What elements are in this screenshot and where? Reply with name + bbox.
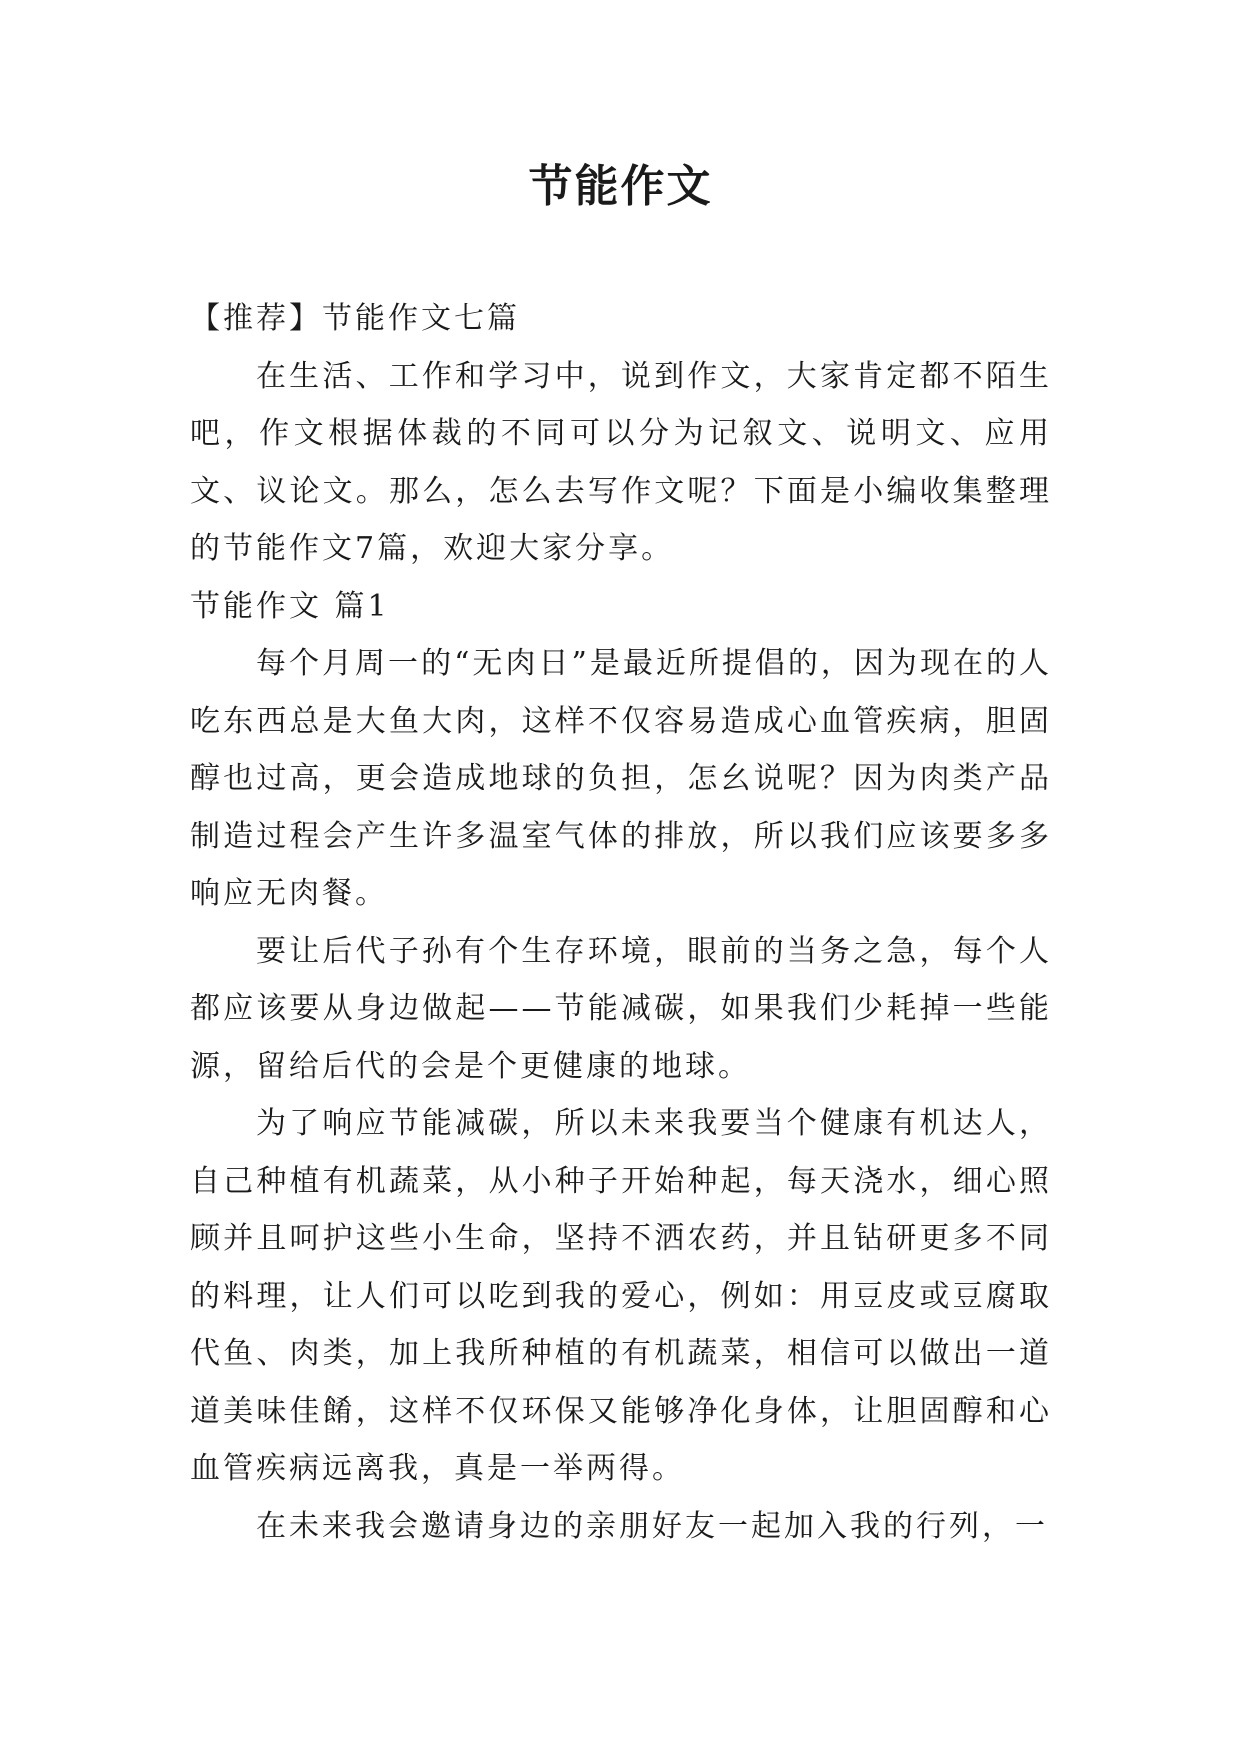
section-heading: 节能作文 篇1	[190, 588, 390, 624]
body-paragraph: 要让后代子孙有个生存环境，眼前的当务之急，每个人都应该要从身边做起——节能减碳，如果我们少耗掉一些能源，留给后代的会是个更健康的地球。	[190, 933, 1052, 1084]
body-paragraph: 在未来我会邀请身边的亲朋好友一起加入我的行列，一	[256, 1508, 1048, 1544]
intro-paragraph: 在生活、工作和学习中，说到作文，大家肯定都不陌生吧，作文根据体裁的不同可以分为记叙文、说明文、应用文、议论文。那么，怎么去写作文呢？下面是小编收集整理的节能作文7篇，欢迎大家分享。	[190, 358, 1052, 566]
document-body	[190, 290, 1052, 1555]
document-title: 节能作文	[528, 161, 713, 212]
body-paragraph: 每个月周一的“无肉日”是最近所提倡的，因为现在的人吃东西总是大鱼大肉，这样不仅容易造成心血管疾病，胆固醇也过高，更会造成地球的负担，怎幺说呢？因为肉类产品制造过程会产生许多温室气体的排放，所以我们应该要多多响应无肉餐。	[190, 646, 1052, 911]
subtitle: 【推荐】节能作文七篇	[190, 301, 520, 336]
body-paragraph: 为了响应节能减碳，所以未来我要当个健康有机达人，自己种植有机蔬菜，从小种子开始种起，每天浇水，细心照顾并且呵护这些小生命，坚持不洒农药，并且钻研更多不同的料理，让人们可以吃到我的爱心，例如：用豆皮或豆腐取代鱼、肉类，加上我所种植的有机蔬菜，相信可以做出一道道美味佳餚，这样不仅环保又能够净化身体，让胆固醇和心血管疾病远离我，真是一举两得。	[190, 1106, 1052, 1486]
